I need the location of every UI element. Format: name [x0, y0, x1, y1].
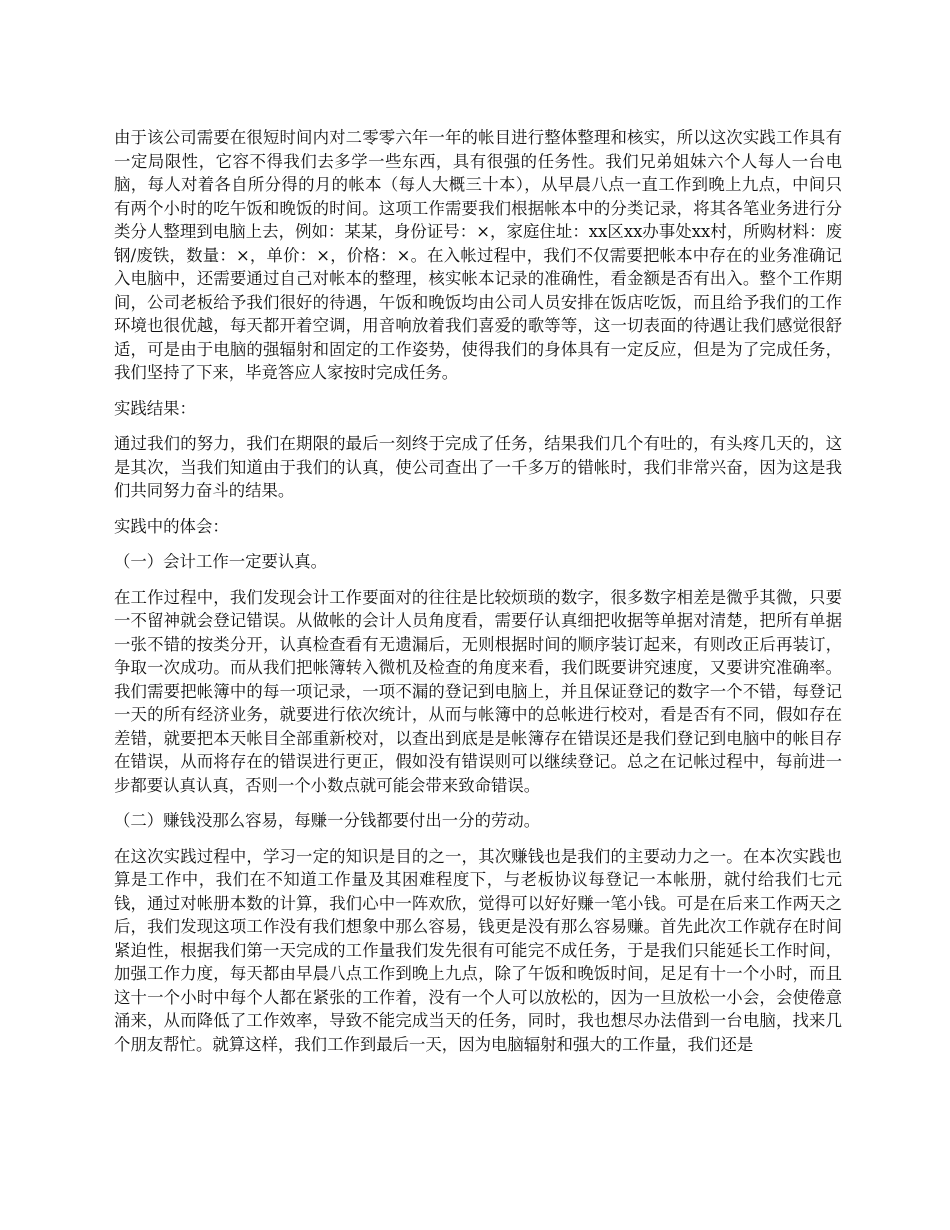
- heading-experience-two: （二）赚钱没那么容易，每赚一分钱都要付出一分的劳动。: [114, 811, 541, 830]
- paragraph-experience-two: 在这次实践过程中，学习一定的知识是目的之一，其次赚钱也是我们的主要动力之一。在本次实践也算是工作中，我们在不知道工作量及其困难程度下，与老板协议每登记一本帐册，就付给我们七元钱，通过对帐册本数的计算，我们心中一阵欢欣，觉得可以好好赚一笔小钱。可是在后来工作两天之后，我们发现这项工作没有我们想象中那么容易，钱更是没有那么容易赚。首先此次工作就存在时间紧迫性，根据我们第一天完成的工作量我们发先很有可能完不成任务，于是我们只能延长工作时间，加强工作力度，每天都由早晨八点工作到晚上九点，除了午饭和晚饭时间，足足有十一个小时，而且这十一个小时中每个人都在紧张的工作着，没有一个人可以放松的，因为一旦放松一小会，会使倦意涌来，从而降低了工作效率，导致不能完成当天的任务，同时，我也想尽办法借到一台电脑，找来几个朋友帮忙。就算这样，我们工作到最后一天，因为电脑辐射和强大的工作量，我们还是: [114, 846, 842, 1054]
- heading-practice-result: 实践结果：: [114, 398, 196, 418]
- paragraph-work-description: 由于该公司需要在很短时间内对二零零六年一年的帐目进行整体整理和核实，所以这次实践工作具有一定局限性，它容不得我们去多学一些东西，具有很强的任务性。我们兄弟姐妹六个人每人一台电脑，每人对着各自所分得的月的帐本（每人大概三十本），从早晨八点一直工作到晚上九点，中间只有两个小时的吃午饭和晚饭的时间。这项工作需要我们根据帐本中的分类记录，将其各笔业务进行分类分人整理到电脑上去，例如：某某，身份证号：×，家庭住址：xx区xx办事处xx村，所购材料：废钢/废铁，数量：×，单价：×，价格：×。在入帐过程中，我们不仅需要把帐本中存在的业务准确记入电脑中，还需要通过自己对帐本的整理，核实帐本记录的准确性，看金额是否有出入。整个工作期间，公司老板给予我们很好的待遇，午饭和晚饭均由公司人员安排在饭店吃饭，而且给予我们的工作环境也很优越，每天都开着空调，用音响放着我们喜爱的歌等等，这一切表面的待遇让我们感觉很舒适，可是由于电脑的强辐射和固定的工作姿势，使得我们的身体具有一定反应，但是为了完成任务，我们坚持了下来，毕竟答应人家按时完成任务。: [114, 128, 842, 382]
- heading-practice-experience: 实践中的体会：: [114, 516, 229, 536]
- heading-experience-one: （一）会计工作一定要认真。: [114, 552, 328, 571]
- paragraph-practice-result: 通过我们的努力，我们在期限的最后一刻终于完成了任务，结果我们几个有吐的，有头疼几天的，这是其次，当我们知道由于我们的认真，使公司查出了一千多万的错帐时，我们非常兴奋，因为这是我们共同努力奋斗的结果。: [114, 434, 842, 500]
- document-page: [114, 126, 842, 1068]
- paragraph-experience-one: 在工作过程中，我们发现会计工作要面对的往往是比较烦琐的数字，很多数字相差是微乎其微，只要一不留神就会登记错误。从做帐的会计人员角度看，需要仔认真细把收据等单据对清楚，把所有单据一张不错的按类分开，认真检查看有无遗漏后，无则根据时间的顺序装订起来，有则改正后再装订，争取一次成功。而从我们把帐簿转入微机及检查的角度来看，我们既要讲究速度，又要讲究准确率。我们需要把帐簿中的每一项记录，一项不漏的登记到电脑上，并且保证登记的数字一个不错，每登记一天的所有经济业务，就要进行依次统计，从而与帐簿中的总帐进行校对，看是否有不同，假如存在差错，就要把本天帐目全部重新校对，以查出到底是是帐簿存在错误还是我们登记到电脑中的帐目存在错误，从而将存在的错误进行更正，假如没有错误则可以继续登记。总之在记帐过程中，每前进一步都要认真认真，否则一个小数点就可能会带来致命错误。: [114, 587, 842, 795]
